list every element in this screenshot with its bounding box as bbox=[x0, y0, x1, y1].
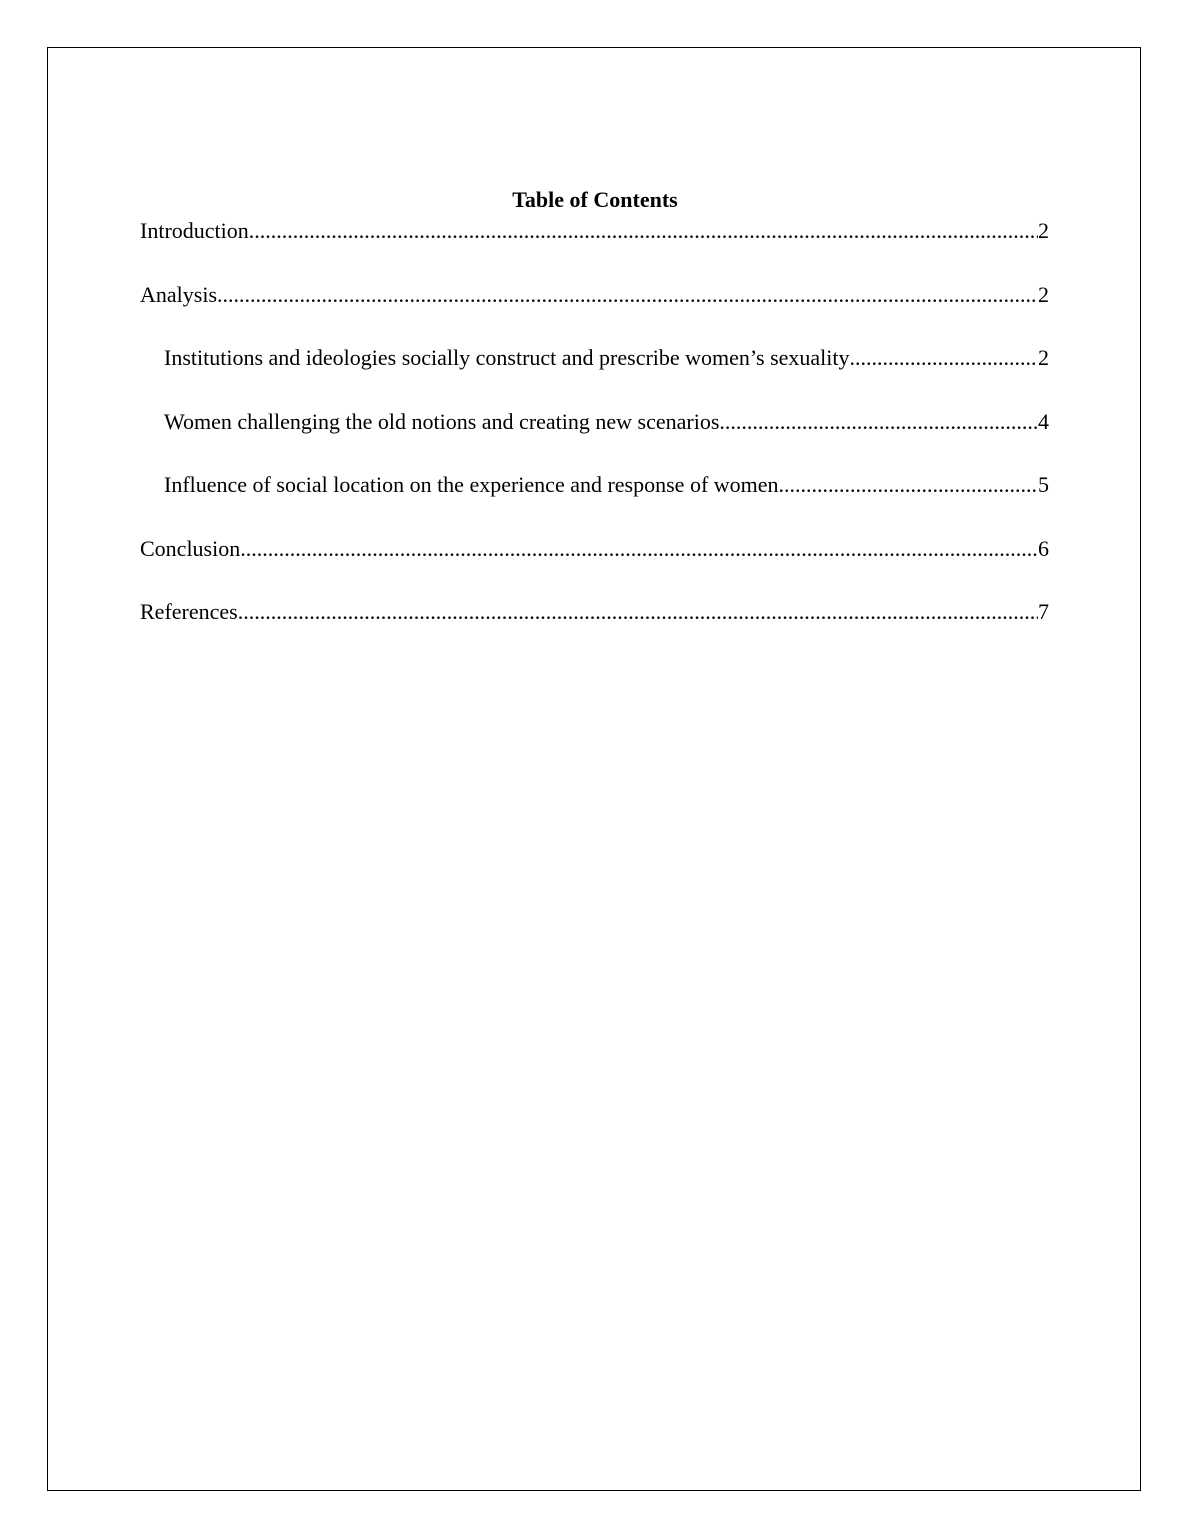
toc-entry-references[interactable] bbox=[140, 598, 1049, 662]
toc-entry-label: References bbox=[140, 599, 238, 624]
toc-list bbox=[140, 217, 1049, 662]
toc-page-number: 7 bbox=[1038, 599, 1049, 624]
toc-entry-label: Analysis bbox=[140, 281, 217, 307]
toc-entry-introduction[interactable] bbox=[140, 217, 1049, 281]
toc-dot-leader bbox=[779, 471, 1038, 499]
toc-entry-women-challenging[interactable] bbox=[140, 408, 1049, 472]
toc-page-number: 6 bbox=[1038, 535, 1049, 561]
toc-entry-label: Introduction bbox=[140, 218, 249, 243]
toc-page-number: 2 bbox=[1038, 218, 1049, 243]
toc-entry-conclusion[interactable] bbox=[140, 535, 1049, 599]
toc-page-number: 5 bbox=[1038, 472, 1049, 497]
toc-page-number: 2 bbox=[1038, 281, 1049, 307]
toc-entry-institutions-ideologies[interactable] bbox=[140, 344, 1049, 408]
toc-dot-leader bbox=[238, 598, 1038, 626]
toc-dot-leader bbox=[240, 535, 1038, 563]
toc-dot-leader bbox=[217, 281, 1038, 309]
toc-entry-label: Women challenging the old notions and creating new scenarios bbox=[164, 408, 720, 434]
toc-entry-social-location[interactable] bbox=[140, 471, 1049, 535]
toc-dot-leader bbox=[719, 408, 1038, 436]
toc-entry-label: Conclusion bbox=[140, 535, 241, 561]
toc-page-number: 2 bbox=[1038, 345, 1049, 370]
toc-dot-leader bbox=[850, 344, 1038, 372]
toc-page-number: 4 bbox=[1038, 408, 1049, 434]
toc-title: Table of Contents bbox=[512, 187, 678, 212]
toc-dot-leader bbox=[249, 217, 1038, 245]
toc-entry-analysis[interactable] bbox=[140, 281, 1049, 345]
toc-entry-label: Institutions and ideologies socially construct and prescribe women’s sexuality bbox=[164, 345, 850, 370]
toc-entry-label: Influence of social location on the experience and response of women bbox=[164, 472, 779, 497]
